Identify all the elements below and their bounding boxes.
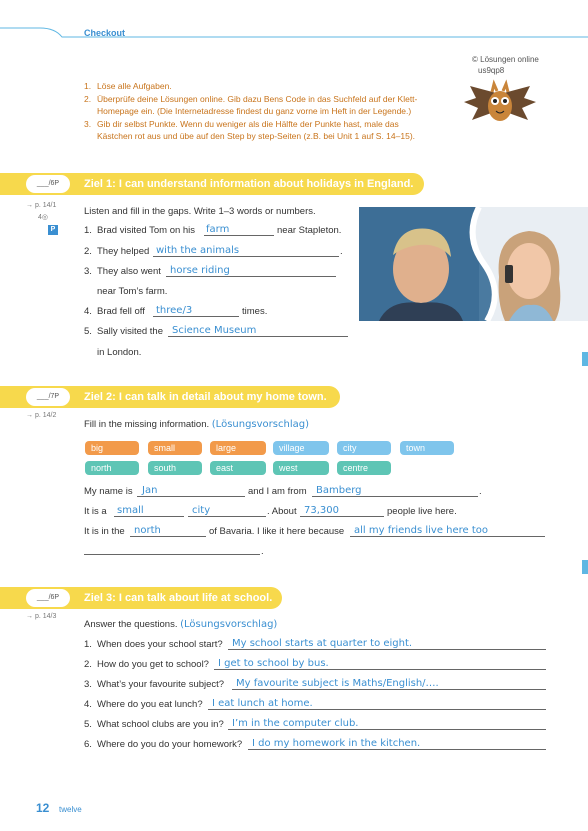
s3-question-3: 3. What’s your favourite subject? [84,679,225,690]
s3-question-6: 6. Where do you do your homework? [84,739,243,750]
s1-answer-2: with the animals [156,245,240,256]
s1-item-3-cont: near Tom’s farm. [97,286,168,297]
section2-points-box[interactable]: ___/7P [26,388,70,406]
s2-gap-type[interactable] [188,516,266,517]
s1-item-5-cont: in London. [97,347,142,358]
section1-points-box[interactable]: ___/6P [26,175,70,193]
s3-question-2: 2. How do you get to school? [84,659,209,670]
s2-sentence-3a: It is in the [84,526,125,537]
word-tag: south [148,461,202,475]
s3-question-4: 4. Where do you eat lunch? [84,699,203,710]
s3-gap-2[interactable] [214,669,546,670]
header-label: Checkout [84,28,126,38]
word-tag: town [400,441,454,455]
s1-item-1: 1. Brad visited Tom on his [84,225,196,236]
s1-item-1-after: near Stapleton. [277,225,342,236]
section1-instruction: Listen and fill in the gaps. Write 1–3 words or numbers. [84,206,316,217]
s2-answer-name: Jan [142,485,158,496]
p-badge-icon: P [48,225,58,235]
word-tag: centre [337,461,391,475]
section2-page-ref: → p. 14/2 [26,412,57,419]
s2-sentence-end: . [261,546,264,557]
s2-gap-reason-cont[interactable] [84,554,260,555]
s2-gap-reason[interactable] [350,536,545,537]
edge-marker [582,352,588,366]
s3-answer-5: I’m in the computer club. [232,718,359,729]
s1-answer-4: three/3 [156,305,193,316]
s2-gap-name[interactable] [137,496,245,497]
s1-gap-5[interactable] [168,336,348,337]
section2-title: Ziel 2: I can talk in detail about my home town. [84,391,327,403]
s1-item-2: 2. They helped [84,246,150,257]
web-icon: © [472,55,478,64]
s2-sentence-2c: people live here. [387,506,457,517]
section3-page-ref: → p. 14/3 [26,613,57,620]
s2-answer-direction: north [134,525,161,536]
word-tag: small [148,441,202,455]
s2-answer-population: 73,300 [304,505,339,516]
s2-sentence-1a: My name is [84,486,133,497]
s1-item-4-after: times. [242,306,268,317]
s3-answer-6: I do my homework in the kitchen. [252,738,421,749]
s2-sentence-1c: . [479,486,482,497]
s2-answer-reason: all my friends live here too [354,525,489,536]
s2-gap-population[interactable] [300,516,384,517]
s1-item-5: 5. Sally visited the [84,326,164,337]
solutions-code: us9qp8 [478,66,505,75]
word-tag: east [210,461,266,475]
section1-title: Ziel 1: I can understand information about holidays in England. [84,178,414,190]
s3-question-1: 1. When does your school start? [84,639,223,650]
s1-gap-3[interactable] [166,276,336,277]
section1-page-ref: → p. 14/1 [26,202,57,209]
instruction-line: 3. Gib dir selbst Punkte. Wenn du weniger als die Hälfte der Punkte hast, male das [84,118,399,129]
section3-points-box[interactable]: ___/6P [26,589,70,607]
instruction-line: Homepage ein. (Die Internetadresse findest du ganz vorne im Heft in der Legende.) [97,106,412,116]
s3-answer-3: My favourite subject is Maths/English/…. [236,678,439,689]
s1-gap-1[interactable] [204,235,274,236]
s1-item-2-after: . [340,246,343,257]
instruction-line: 2. Überprüfe deine Lösungen online. Gib dazu Bens Code in das Suchfeld auf der Klett- [84,93,418,104]
instructions-list [84,80,417,143]
s2-gap-direction[interactable] [130,536,206,537]
s2-answer-town: Bamberg [316,485,362,496]
bat-mascot-icon [460,76,540,136]
word-tag: city [337,441,391,455]
s1-item-4: 4. Brad fell off [84,306,145,317]
s3-answer-2: I get to school by bus. [218,658,329,669]
word-tag: west [273,461,329,475]
teens-on-phone-photo [359,207,588,321]
s1-answer-3: horse riding [170,265,230,276]
audio-track: 4◎ [38,214,49,221]
s3-answer-4: I eat lunch at home. [212,698,313,709]
s3-gap-1[interactable] [228,649,546,650]
s2-answer-size: small [117,505,144,516]
section2-instruction: Fill in the missing information. (Lösungsvorschlag) [84,419,309,430]
s2-answer-type: city [192,505,211,516]
s1-answer-5: Science Museum [172,325,257,336]
instruction-line: 1. Löse alle Aufgaben. [84,81,172,91]
s3-answer-1: My school starts at quarter to eight. [232,638,413,649]
s3-gap-5[interactable] [228,729,546,730]
solutions-online: © Lösungen online [472,55,539,64]
section3-instruction: Answer the questions. (Lösungsvorschlag) [84,619,278,630]
s1-gap-2[interactable] [153,256,339,257]
edge-marker [582,560,588,574]
s1-answer-1: farm [206,224,230,235]
s3-gap-3[interactable] [232,689,546,690]
s2-sentence-2a: It is a [84,506,107,517]
word-tag: village [273,441,329,455]
s2-gap-town[interactable] [312,496,478,497]
page-word: twelve [59,805,82,814]
s2-gap-size[interactable] [114,516,184,517]
word-tag: north [85,461,139,475]
s1-gap-4[interactable] [153,316,239,317]
s3-gap-4[interactable] [208,709,546,710]
page-number: 12 [36,801,50,815]
s1-item-3: 3. They also went [84,266,161,277]
section3-title: Ziel 3: I can talk about life at school. [84,592,273,604]
s2-sentence-1b: and I am from [248,486,307,497]
s2-sentence-2b: . About [267,506,297,517]
instruction-line: Kästchen rot aus und übe auf den Step by step-Seiten (z.B. bei Unit 1 auf S. 14–15). [97,131,416,141]
s3-gap-6[interactable] [248,749,546,750]
word-tag: big [85,441,139,455]
word-tag: large [210,441,266,455]
cd-icon: ◎ [41,214,49,221]
s2-sentence-3b: of Bavaria. I like it here because [209,526,345,537]
s3-question-5: 5. What school clubs are you in? [84,719,224,730]
